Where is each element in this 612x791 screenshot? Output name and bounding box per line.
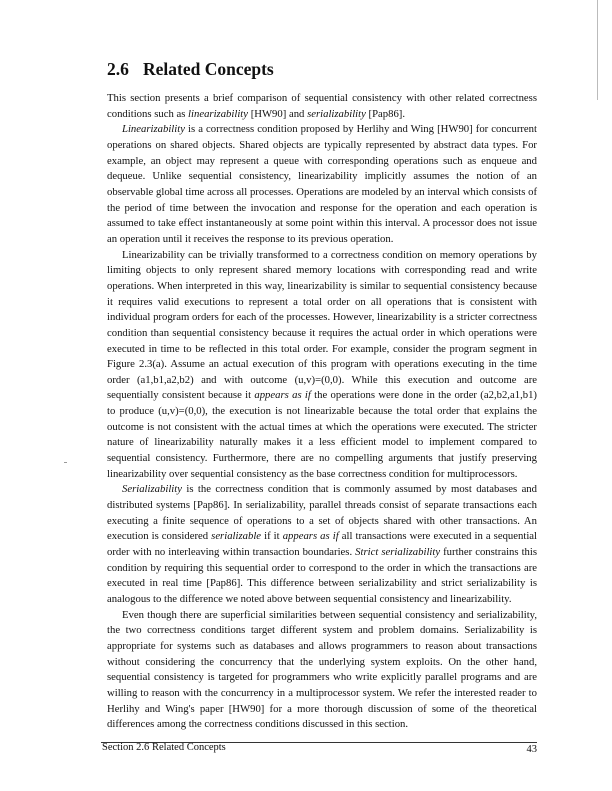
text-run: Linearizability can be trivially transformed to a correctness condition on memory operations by limiting objects to only represent shared memory locations with corresponding read and write operations. When interpreted in this way, linearizability is similar to sequential consistency because it requires valid executions to represent a total order on all operations that is consistent with individual program orders for each of the processes. However, linearizability is a stricter correctness condition than sequential consistency because it requires the actual order in which operations were executed in time to be reflected in this total order. For example, consider the program segment in Figure 2.3(a). Assume an actual execution of this program with operations executing in the time order (a1,b1,a2,b2) and with outcome (u,v)=(0,0). While this execution and outcome are sequentially consistent because it — [107, 248, 537, 402]
body-text — [107, 91, 537, 733]
text-run: Even though there are superficial similarities between sequential consistency and serializability, the two correctness conditions target different system and problem domains. Serializability is appropriate for systems such as databases and allows programmers to reason about transactions without considering the concurrency that the underlying system exploits. On the other hand, sequential consistency is targeted for programmers who write explicitly parallel programs and are willing to reason with the concurrency in a multiprocessor system. We refer the interested reader to Herlihy and Wing's paper [HW90] for a more thorough discussion of some of the theoretical differences among the correctness conditions discussed in this section. — [107, 608, 537, 731]
text-run: This section presents a brief comparison of sequential consistency with other related correctness conditions such as — [107, 92, 537, 120]
text-run: is a correctness condition proposed by Herlihy and Wing [HW90] for concurrent operations on shared objects. Shared objects are typically represented by abstract data types. For example, an object may represent a queue with corresponding operations such as enqueue and dequeue. Unlike sequential consistency, linearizability implicitly assumes the notion of an observable global time across all processes. Operations are modeled by an interval which consists of the period of time between the invocation and response for the operation and each operation is assumed to take effect instantaneously at some point within this interval. A processor does not issue an operation until it receives the response to its previous operation. — [107, 123, 537, 245]
emphasized-term: Linearizability — [122, 123, 185, 136]
text-run: [Pap86]. — [365, 107, 406, 120]
footer-section-number: Section 2.6 — [102, 742, 150, 753]
paragraph — [107, 608, 537, 733]
emphasized-term: Strict serializability — [355, 546, 441, 559]
emphasized-term: Serializability — [122, 483, 182, 496]
emphasized-term: linearizability — [188, 107, 249, 120]
paragraph — [107, 91, 537, 122]
section-heading — [107, 59, 274, 80]
paragraph — [107, 482, 537, 607]
scan-mark — [64, 462, 67, 463]
text-run: if it — [261, 530, 283, 543]
section-number: 2.6 — [107, 59, 129, 79]
running-footer — [102, 742, 226, 753]
text-run: is the correctness condition that is commonly assumed by most databases and distributed systems [Pap86]. In serializability, parallel threads consist of separate transactions each executing a finite sequence of operations to a set of objects shared with other transactions. An execution is considered — [107, 483, 537, 543]
scan-edge-line — [597, 0, 598, 100]
emphasized-term: serializability — [307, 107, 366, 120]
paragraph — [107, 122, 537, 247]
emphasized-term: serializable — [211, 530, 262, 543]
emphasized-term: appears as if — [282, 530, 339, 543]
text-run: further constrains this condition by requiring this sequential order to correspond to the order in which the transactions are executed in real time [Pap86]. This difference between serializability and strict serializability is analogous to the difference we noted above between sequential consistency and linearizability. — [107, 546, 538, 605]
emphasized-term: appears as if — [254, 389, 311, 402]
text-run: all transactions were executed in a sequential order with no interleaving within transaction boundaries. — [107, 530, 537, 559]
text-run: [HW90] and — [248, 107, 308, 120]
page-number: 43 — [526, 744, 537, 755]
footer-section-title: Related Concepts — [152, 742, 226, 753]
text-run: the operations were done in the order (a2,b2,a1,b1) to produce (u,v)=(0,0), the execution is not linearizable because the total order that explains the outcome is not consistent with the actual times at which the operations were executed. The stricter nature of linearizability naturally makes it a less efficient model to implement compared to sequential consistency. Furthermore, there are no compelling arguments that justify preserving linearizability over sequential consistency as the base correctness condition for multiprocessors. — [107, 389, 537, 480]
paragraph — [107, 248, 537, 483]
section-title: Related Concepts — [143, 59, 274, 79]
